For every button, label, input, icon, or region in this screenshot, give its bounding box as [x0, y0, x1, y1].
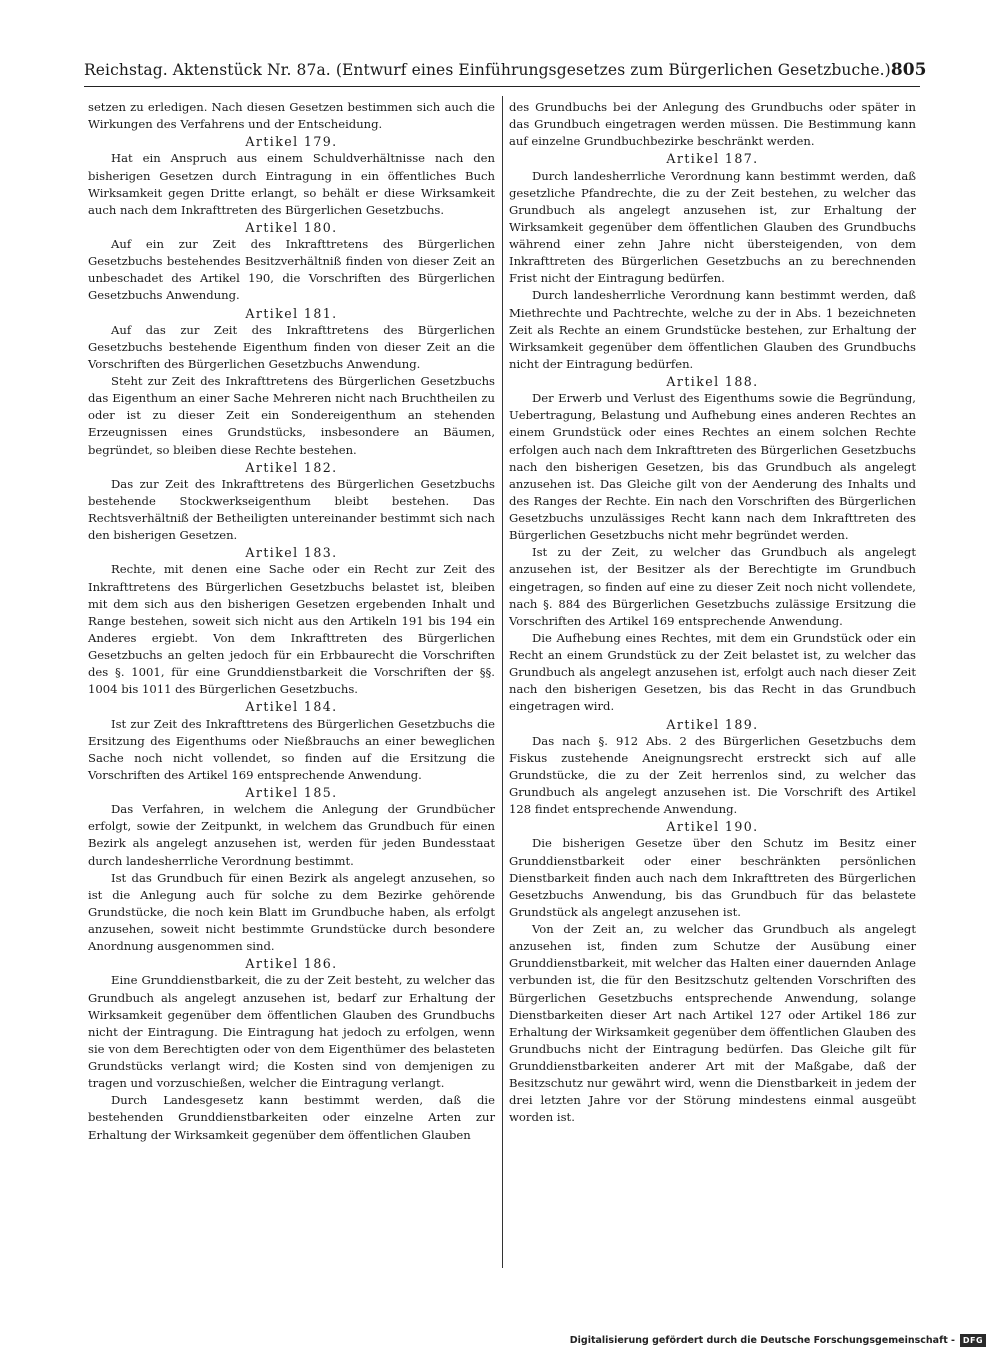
page-number: 805: [890, 60, 927, 80]
article-heading: Artikel 188.: [666, 374, 759, 389]
paragraph: Eine Grunddienstbarkeit, die zu der Zeit besteht, zu welcher das Grundbuch als angelegt anzusehen ist, bedarf zur Erhaltung der Wirksamkeit gegenüber dem öffentlichen Glauben des Grundbuchs nicht der Eintragung. Die Eintragung hat jedoch zu erfolgen, wenn sie von dem Berechtigten oder von dem Eigenthümer des belasteten Grundstücks verlangt wird; die Kosten sind von demjenigen zu tragen und vorzuschießen, welcher die Eintragung verlangt.: [88, 973, 495, 1091]
paragraph: Ist zur Zeit des Inkrafttretens des Bürgerlichen Gesetzbuchs die Ersitzung des Eigenthums oder Nießbrauchs an einer beweglichen Sache noch nicht vollendet, so finden auf die Ersitzung die Vorschriften des Artikel 169 entsprechende Anwendung.: [88, 716, 495, 782]
left-column: [88, 99, 495, 1144]
article-heading: Artikel 182.: [245, 459, 338, 475]
paragraph: Ist das Grundbuch für einen Bezirk als angelegt anzusehen, so ist die Anlegung auch für solche zu dem Bezirke gehörende Grundstücke, die noch kein Blatt im Grundbuche haben, als erfolgt anzusehen, soweit nicht bestimmte Grundstücke durch besondere Anordnung ausgenommen sind.: [88, 870, 495, 954]
article-heading: Artikel 190.: [666, 819, 759, 835]
column-divider: [502, 96, 503, 1268]
paragraph: Hat ein Anspruch aus einem Schuldverhältnisse nach den bisherigen Gesetzen durch Eintragung in ein öffentliches Buch Wirksamkeit gegen Dritte erlangt, so behält er diese Wirksamkeit auch nach dem Inkrafttreten des Bürgerlichen Gesetzbuchs.: [88, 151, 495, 217]
article-heading: Artikel 179.: [245, 134, 338, 150]
paragraph: Durch Landesgesetz kann bestimmt werden, daß die bestehenden Grunddienstbarkeiten oder einzelne Arten zur Erhaltung der Wirksamkeit gegenüber dem öffentlichen Glauben: [88, 1093, 495, 1142]
paragraph: Steht zur Zeit des Inkrafttretens des Bürgerlichen Gesetzbuchs das Eigenthum an einer Sache Mehreren nicht nach Bruchtheilen zu oder ist zu dieser Zeit ein Sondereigenthum an stehenden Erzeugnissen eines Grundstücks, insbesondere an Bäumen, begründet, so bleiben diese Rechte bestehen.: [88, 374, 495, 457]
page-header: [84, 60, 927, 87]
article-heading: Artikel 183.: [245, 545, 338, 561]
paragraph: Ist zu der Zeit, zu welcher das Grundbuch als angelegt anzusehen ist, der Besitzer als der Berechtigte im Grundbuch eingetragen, so finden auf eine zu dieser Zeit noch nicht vollendete, nach §. 884 des Bürgerlichen Gesetzbuchs zulässige Ersitzung die Vorschriften des Artikel 169 entsprechende Anwendung.: [509, 545, 916, 628]
paragraph: Rechte, mit denen eine Sache oder ein Recht zur Zeit des Inkrafttretens des Bürgerlichen Gesetzbuchs belastet ist, bleiben mit dem sich aus den bisherigen Gesetzen ergebenden Inhalt und Range bestehen, soweit sich nicht aus den Artikeln 191 bis 194 ein Anderes ergiebt. Von dem Inkrafttreten des Bürgerlichen Gesetzbuchs an gelten jedoch für ein Erbbaurecht die Vorschriften des §. 1001, für eine Grunddienstbarkeit die Vorschriften der §§. 1004 bis 1011 des Bürgerlichen Gesetzbuchs.: [88, 562, 495, 697]
digitization-credit: [570, 1334, 986, 1347]
paragraph: Die bisherigen Gesetze über den Schutz im Besitz einer Grunddienstbarkeit oder einer beschränkten persönlichen Dienstbarkeit finden auch nach dem Inkrafttreten des Bürgerlichen Gesetzbuchs Anwendung, bis das Grundbuch für das belastete Grundstück als angelegt anzusehen ist.: [509, 836, 916, 919]
paragraph: Das Verfahren, in welchem die Anlegung der Grundbücher erfolgt, sowie der Zeitpunkt, in welchem das Grundbuch für einen Bezirk als angelegt anzusehen ist, werden für jeden Bundesstaat durch landesherrliche Verordnung bestimmt.: [88, 802, 495, 868]
paragraph: Durch landesherrliche Verordnung kann bestimmt werden, daß gesetzliche Pfandrechte, die zu der Zeit bestehen, zu welcher das Grundbuch als angelegt anzusehen ist, zur Erhaltung der Wirksamkeit gegenüber dem öffentlichen Glauben des Grundbuchs während einer zehn Jahre nicht übersteigenden, von dem Inkrafttreten des Bürgerlichen Gesetzbuchs an zu berechnenden Frist nicht der Eintragung bedürfen.: [509, 168, 916, 286]
paragraph: setzen zu erledigen. Nach diesen Gesetzen bestimmen sich auch die Wirkungen des Verfahrens und der Entscheidung.: [88, 100, 495, 132]
paragraph: Auf das zur Zeit des Inkrafttretens des Bürgerlichen Gesetzbuchs bestehende Eigenthum finden von dieser Zeit an die Vorschriften des Bürgerlichen Gesetzbuchs Anwendung.: [88, 322, 495, 371]
right-column: [509, 99, 916, 1127]
paragraph: Das zur Zeit des Inkrafttretens des Bürgerlichen Gesetzbuchs bestehende Stockwerkseigenthum bleibt bestehen. Das Rechtsverhältniß der Betheiligten untereinander bestimmt sich nach den bisherigen Gesetzen.: [88, 476, 495, 543]
article-heading: Artikel 189.: [666, 716, 759, 732]
running-title: Reichstag. Aktenstück Nr. 87a. (Entwurf eines Einführungsgesetzes zum Bürgerlichen Gesetzbuche.): [84, 61, 891, 79]
paragraph: Von der Zeit an, zu welcher das Grundbuch als angelegt anzusehen ist, finden zum Schutze der Ausübung einer Grunddienstbarkeit, mit welcher das Halten einer dauernden Anlage verbunden ist, die für den Besitzschutz geltenden Vorschriften des Bürgerlichen Gesetzbuchs entsprechende Anwendung, solange Dienstbarkeiten dieser Art nach Artikel 127 oder Artikel 186 zur Erhaltung der Wirksamkeit gegenüber dem öffentlichen Glauben des Grundbuchs nicht der Eintragung bedürfen. Das Gleiche gilt für Grunddienstbarkeiten anderer Art mit der Maßgabe, daß der Besitzschutz nur gewährt wird, wenn die Dienstbarkeit in jedem der drei letzten Jahre vor der Störung mindestens einmal ausgeübt worden ist.: [509, 922, 916, 1125]
paragraph: Auf ein zur Zeit des Inkrafttretens des Bürgerlichen Gesetzbuchs bestehendes Besitzverhältniß finden von dieser Zeit an unbeschadet des Artikel 190, die Vorschriften des Bürgerlichen Gesetzbuchs Anwendung.: [88, 237, 495, 303]
paragraph: Durch landesherrliche Verordnung kann bestimmt werden, daß Miethrechte und Pachtrechte, welche zu der in Abs. 1 bezeichneten Zeit als Rechte an einem Grundstücke bestehen, zur Erhaltung der Wirksamkeit gegenüber dem öffentlichen Glauben des Grundbuchs nicht der Eintragung bedürfen.: [509, 288, 916, 371]
article-heading: Artikel 181.: [245, 305, 338, 321]
article-heading: Artikel 186.: [245, 956, 338, 972]
paragraph: Die Aufhebung eines Rechtes, mit dem ein Grundstück oder ein Recht an einem Grundstück zu der Zeit belastet ist, zu welcher das Grundbuch als angelegt anzusehen ist, erfolgt auch nach dieser Zeit nach den bisherigen Gesetzen, bis das Recht in das Grundbuch eingetragen wird.: [509, 630, 916, 714]
paragraph: Das nach §. 912 Abs. 2 des Bürgerlichen Gesetzbuchs dem Fiskus zustehende Aneignungsrecht erstreckt sich auf alle Grundstücke, die zu der Zeit herrenlos sind, zu welcher das Grundbuch als angelegt anzusehen ist. Die Vorschrift des Artikel 128 findet entsprechende Anwendung.: [509, 733, 916, 817]
dfg-logo: DFG: [960, 1334, 986, 1347]
article-heading: Artikel 180.: [245, 219, 338, 235]
paragraph: des Grundbuchs bei der Anlegung des Grundbuchs oder später in das Grundbuch eingetragen werden müssen. Die Bestimmung kann auf einzelne Grundbuchbezirke beschränkt werden.: [509, 100, 916, 149]
article-heading: Artikel 187.: [666, 151, 759, 167]
article-heading: Artikel 185.: [245, 785, 338, 800]
paragraph: Der Erwerb und Verlust des Eigenthums sowie die Begründung, Uebertragung, Belastung und Aufhebung eines anderen Rechtes an einem Grundstück oder eines Rechtes an einem solchen Rechte erfolgen auch nach dem Inkrafttreten des Bürgerlichen Gesetzbuchs nach den bisherigen Gesetzen, bis das Grundbuch als angelegt anzusehen ist. Das Gleiche gilt von der Aenderung des Inhalts und des Ranges der Rechte. Ein nach den Vorschriften des Bürgerlichen Gesetzbuchs unzulässiges Recht kann nach dem Inkrafttreten des Bürgerlichen Gesetzbuchs nicht mehr begründet werden.: [509, 391, 916, 543]
article-heading: Artikel 184.: [245, 699, 338, 715]
credit-text: Digitalisierung gefördert durch die Deutsche Forschungsgemeinschaft -: [569, 1335, 955, 1346]
